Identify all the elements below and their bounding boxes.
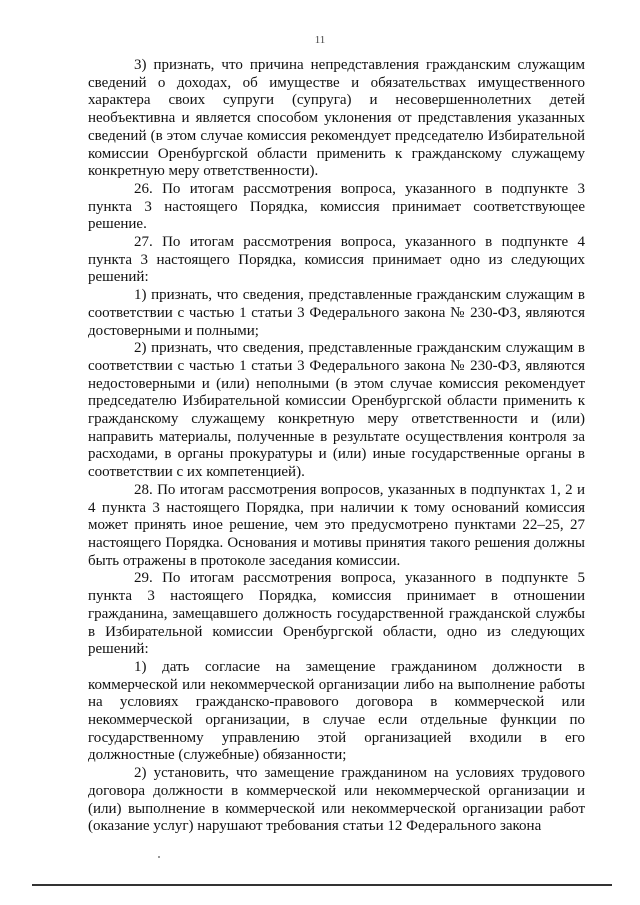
paragraph-29: 29. По итогам рассмотрения вопроса, указанного в подпункте 5 пункта 3 настоящего Порядка, комиссия принимает в отношении гражданина, замещавшего должность государственной гражданской службы в Избирательной комиссии Оренбургской области, одно из следующих решений: xyxy=(88,570,585,658)
scan-artifact xyxy=(158,856,160,858)
footer-divider xyxy=(32,884,612,886)
paragraph-28: 28. По итогам рассмотрения вопросов, указанных в подпунктах 1, 2 и 4 пункта 3 настоящего Порядка, при наличии к тому оснований комиссия может принять иное решение, чем это предусмотрено пунктами 22–25, 27 настоящего Порядка. Основания и мотивы принятия такого решения должны быть отражены в протоколе заседания комиссии. xyxy=(88,481,585,569)
paragraph-27: 27. По итогам рассмотрения вопроса, указанного в подпункте 4 пункта 3 настоящего Порядка, комиссия принимает одно из следующих решений: xyxy=(88,234,585,286)
paragraph-27-item-1: 1) признать, что сведения, представленные гражданским служащим в соответствии с частью 1 статьи 3 Федерального закона № 230-ФЗ, являются достоверными и полными; xyxy=(88,287,585,339)
paragraph-27-item-2: 2) признать, что сведения, представленные гражданским служащим в соответствии с частью 1 статьи 3 Федерального закона № 230-ФЗ, являются недостоверными и (или) неполными (в этом случае комиссия рекомендует председателю Избирательной комиссии Оренбургской области применить к гражданскому служащему конкретную меру ответственности и (или) направить материалы, полученные в результате осуществления контроля за расходами, в органы прокуратуры и (или) иные государственные органы в соответствии с их компетенцией). xyxy=(88,340,585,481)
paragraph-29-item-2: 2) установить, что замещение гражданином на условиях трудового договора должности в коммерческой или некоммерческой организации и (или) выполнение в коммерческой или некоммерческой организации работ (оказание услуг) нарушают требования статьи 12 Федерального закона xyxy=(88,765,585,835)
paragraph-26: 26. По итогам рассмотрения вопроса, указанного в подпункте 3 пункта 3 настоящего Порядка, комиссия принимает соответствующее решение. xyxy=(88,180,585,233)
page-number: 11 xyxy=(314,34,326,46)
paragraph-29-item-1: 1) дать согласие на замещение гражданином должности в коммерческой или некоммерческой организации либо на выполнение работы на условиях гражданско-правового договора в коммерческой или некоммерческой организации, в случае если отдельные функции по государственному управлению этой организацией входили в его должностные (служебные) обязанности; xyxy=(88,658,585,764)
document-body xyxy=(88,57,585,836)
paragraph-item-3: 3) признать, что причина непредставления гражданским служащим сведений о доходах, об имуществе и обязательствах имущественного характера своих супруги (супруга) и несовершеннолетних детей необъективна и является способом уклонения от представления указанных сведений (в этом случае комиссия рекомендует председателю Избирательной комиссии Оренбургской области применить к гражданскому служащему конкретную меру ответственности). xyxy=(88,57,585,180)
